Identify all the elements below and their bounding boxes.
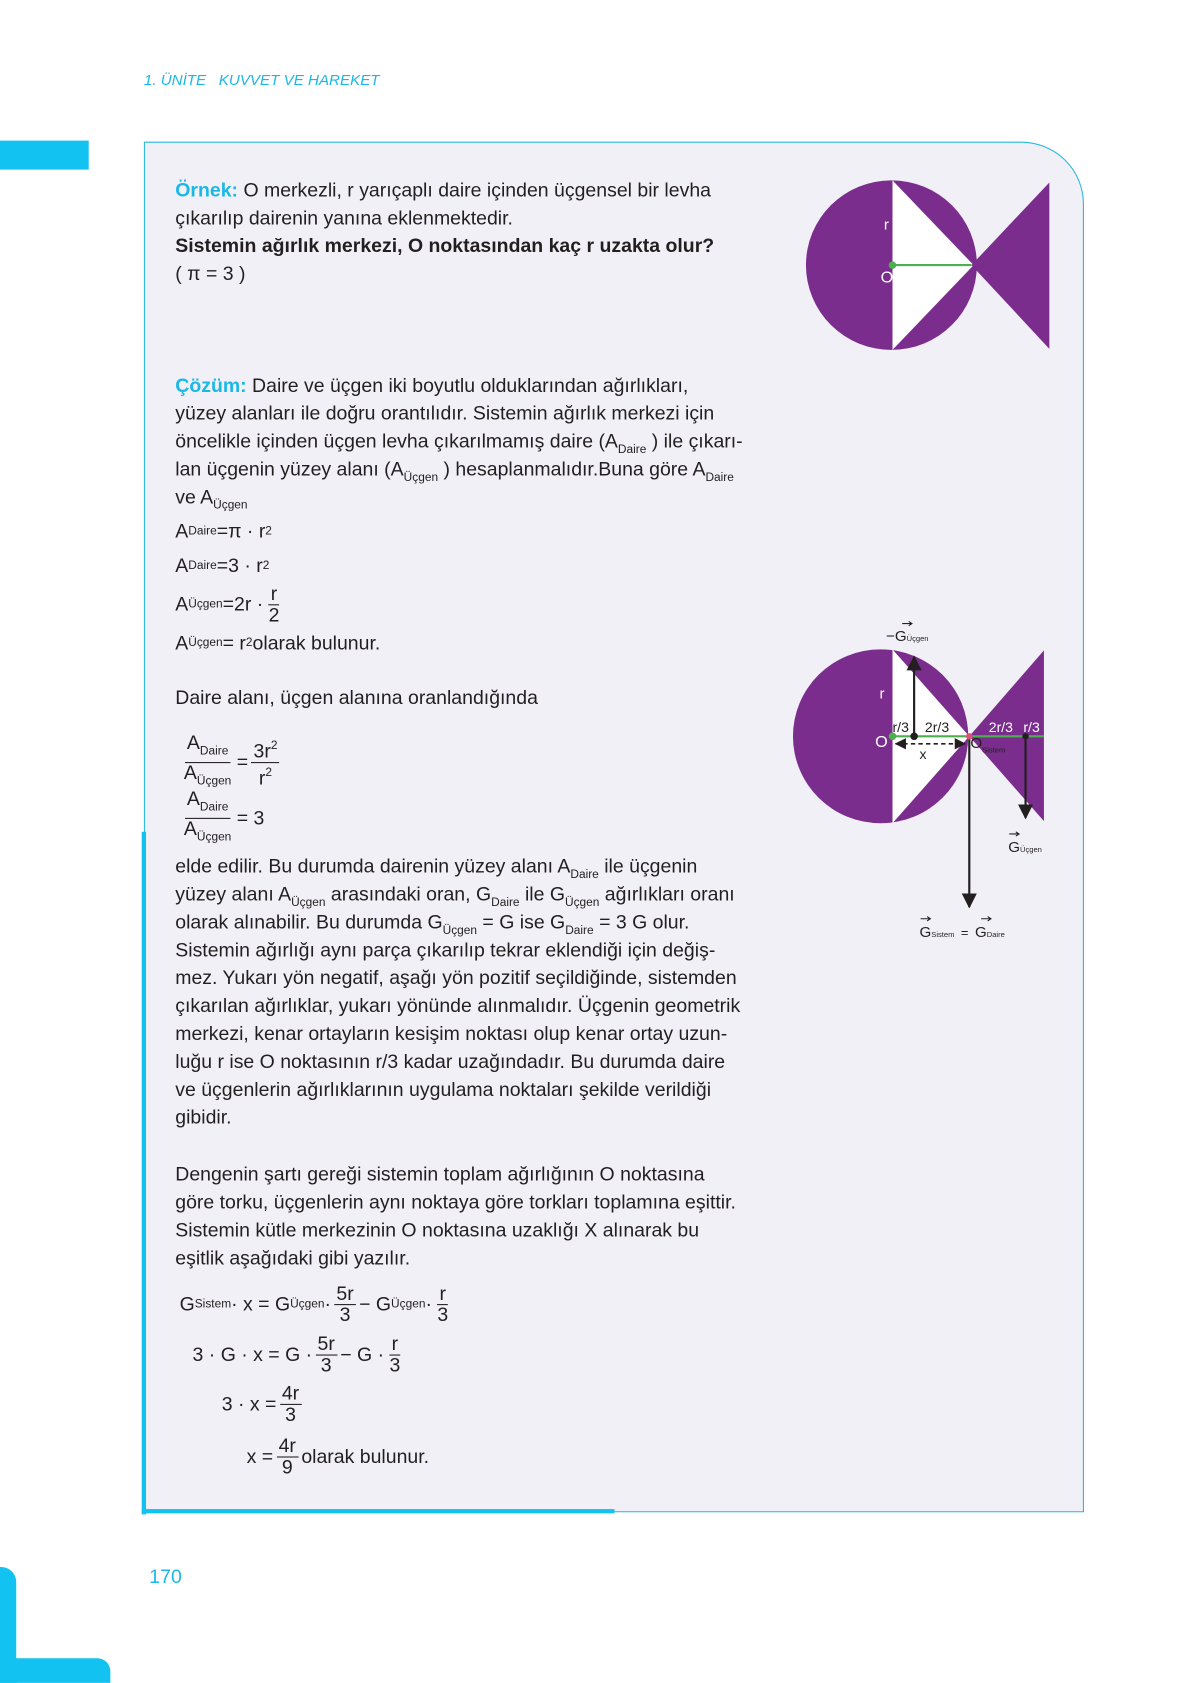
attached-triangle (971, 182, 1049, 348)
text-run: 3 (339, 1303, 351, 1325)
paragraph-line (175, 1160, 704, 1188)
text-run: Dengenin şartı gereği sistemin toplam ağırlığının O noktasına (175, 1163, 705, 1185)
segment-label: 2r/3 (924, 719, 950, 735)
text-run: ( π = 3 ) (175, 262, 246, 285)
subscript: Üçgen (565, 896, 600, 910)
fraction (387, 1334, 402, 1376)
text-run: yüzey alanları ile doğru orantılıdır. Sistemin ağırlık merkezi için (175, 402, 715, 424)
neg-triangle-weight-label: −GÜçgen (885, 627, 929, 645)
text-run: ağırlıkları oranı (599, 883, 735, 905)
denominator (280, 1457, 295, 1477)
text-run: çıkarılıp dairenin yanına eklenmektedir. (175, 207, 513, 229)
subscript: Üçgen (188, 636, 223, 650)
superscript: 2 (270, 738, 278, 752)
text-run: Sistemin kütle merkezinin O noktasına uzaklığı X alınarak bu (175, 1219, 700, 1241)
radius-label: r (879, 685, 885, 703)
subscript: Sistem (194, 1297, 232, 1311)
text-run: ) hesaplanmalıdır.Buna göre A (438, 458, 706, 480)
subscript: Daire (491, 896, 520, 910)
subscript: Daire (705, 471, 734, 485)
box-accent-left (142, 832, 146, 1515)
numerator (437, 1283, 448, 1304)
paragraph-line (175, 1188, 736, 1216)
fraction (315, 1334, 337, 1376)
fraction (334, 1283, 356, 1325)
subscript: Daire (570, 868, 599, 882)
page-number: 170 (149, 1565, 182, 1588)
paragraph-line (175, 936, 715, 964)
solution-line (175, 371, 688, 399)
example-pi (175, 260, 245, 288)
text-run: gibidir. (175, 1106, 232, 1129)
fraction (276, 1436, 298, 1478)
text-run: = 3 G olur. (593, 911, 690, 933)
text-run: = 3 (236, 806, 265, 829)
paragraph-line (175, 1244, 410, 1272)
text-run: ) ile çıkarı- (646, 430, 743, 452)
triangle-weight-label: GÜçgen (1008, 839, 1042, 857)
system-weight-label: GSistem = GDaire (919, 924, 1005, 941)
subscript: Üçgen (290, 1297, 325, 1311)
text-run: ve A (175, 486, 214, 508)
example-question (175, 232, 714, 260)
ratio-formula (178, 731, 282, 789)
subscript: Daire (199, 744, 229, 758)
paragraph-line (175, 964, 736, 992)
superscript: 2 (265, 765, 273, 779)
center-label: O (875, 733, 888, 752)
subscript: Üçgen (196, 774, 232, 788)
text-run: 3 (389, 1353, 401, 1376)
text-run: r (258, 766, 266, 789)
subscript: Üçgen (291, 896, 326, 910)
text-run: A (175, 592, 189, 615)
text-run: − G (359, 1292, 392, 1315)
text-run: luğu r ise O noktasının r/3 kadar uzağındadır. Bu durumda daire (175, 1050, 726, 1073)
denominator (257, 763, 274, 789)
text-run: A (183, 817, 197, 839)
superscript: 2 (245, 636, 253, 650)
text-run: göre torku, üçgenlerin aynı noktaya göre torkları toplamına eşittir. (175, 1191, 736, 1213)
system-center-label: $O_{Sistem}$ (970, 735, 1006, 755)
text-run: 2 (268, 603, 280, 626)
subscript: Daire (617, 443, 647, 457)
text-run: A (175, 520, 189, 542)
text-run: 3 · G · x = G · (192, 1343, 313, 1365)
distance-x-label: x (919, 745, 927, 762)
text-run: Sistemin ağırlığı aynı parça çıkarılıp tekrar eklendiği için değiş- (175, 939, 716, 961)
subscript: Üçgen (213, 499, 248, 512)
text-run: çıkarılan ağırlıklar, yukarı yönünde alınmalıdır. Üçgenin geometrik (175, 994, 741, 1017)
segment-label: r/3 (892, 719, 909, 735)
center-label: O (880, 268, 894, 287)
text-run: 3r (253, 740, 271, 762)
numerator (280, 1383, 302, 1404)
solution-line (175, 455, 734, 491)
solution-line (175, 684, 538, 712)
segment-label: r/3 (1023, 719, 1040, 735)
text-run: ile üçgenin (598, 855, 698, 877)
superscript: 2 (262, 559, 270, 573)
text-run: 3 (320, 1353, 332, 1376)
text-run: ile G (519, 883, 566, 905)
text-run: · (324, 1292, 331, 1315)
paragraph-line (175, 1216, 699, 1244)
figure-disc-triangle (790, 172, 1071, 365)
subscript: Daire (565, 924, 594, 937)
text-run: 4r (278, 1434, 296, 1456)
fraction (182, 733, 234, 792)
text-run: 3 · r (228, 554, 263, 576)
numerator (251, 736, 279, 763)
text-run: 5r (317, 1332, 335, 1354)
denominator (435, 1305, 450, 1325)
subscript: Daire (188, 559, 217, 573)
text-run: r (391, 1332, 399, 1354)
paragraph-line (175, 1103, 231, 1131)
example-line (175, 204, 513, 232)
triangle-centroid-point (910, 733, 918, 741)
text-run: 3 (285, 1403, 296, 1425)
numerator (185, 788, 231, 818)
text-run: 2r · (234, 592, 264, 615)
section-label: Örnek: (175, 179, 239, 201)
formula (175, 619, 380, 666)
running-header (144, 71, 380, 88)
text-run: A (186, 787, 200, 809)
numerator (269, 583, 280, 604)
text-run: 9 (281, 1455, 293, 1478)
subscript: Üçgen (391, 1297, 426, 1311)
denominator (182, 818, 234, 847)
text-run: r (270, 582, 278, 604)
text-run: yüzey alanı A (175, 883, 292, 905)
paragraph-line (175, 1020, 727, 1048)
equation (222, 1380, 305, 1427)
text-run: · x = G (231, 1292, 291, 1315)
solution-line (175, 399, 714, 427)
text-run: G (179, 1292, 195, 1315)
figure-force-diagram (779, 612, 1060, 945)
numerator (315, 1334, 337, 1355)
text-run: = (216, 554, 229, 576)
text-run: = r (222, 631, 246, 654)
text-run: lan üçgenin yüzey alanı (A (175, 458, 404, 480)
text-run: 3 (437, 1303, 449, 1325)
vector-arrow-icon (921, 917, 931, 921)
subscript: Üçgen (188, 597, 223, 611)
fraction (182, 788, 234, 847)
bold-text: Sistemin ağırlık merkezi, O noktasından kaç r uzakta olur? (175, 235, 715, 257)
text-run: arasındaki oran, G (325, 883, 492, 905)
text-run: mez. Yukarı yön negatif, aşağı yön pozitif seçildiğinde, sistemden (175, 967, 737, 989)
text-run: A (175, 554, 189, 576)
text-run: elde edilir. Bu durumda dairenin yüzey alanı A (175, 855, 571, 877)
text-run: merkezi, kenar ortayların kesişim noktası olup kenar ortay uzun- (175, 1022, 728, 1045)
radius-label: r (883, 216, 889, 234)
vector-arrow-icon (902, 621, 912, 625)
text-run: olarak alınabilir. Bu durumda G (175, 911, 443, 933)
text-run: Daire alanı, üçgen alanına oranlandığında (175, 686, 538, 709)
text-run: 5r (336, 1282, 354, 1304)
text-run: A (186, 731, 200, 753)
fraction (251, 736, 279, 789)
corner-accent (0, 1658, 110, 1683)
denominator (319, 1355, 334, 1375)
superscript: 2 (265, 524, 272, 538)
paragraph-line (175, 992, 740, 1020)
example-line (175, 176, 711, 204)
side-tab (0, 141, 89, 170)
text-run: öncelikle içinden üçgen levha çıkarılmamış daire (A (175, 430, 618, 452)
text-run: olarak bulunur. (301, 1445, 430, 1467)
numerator (334, 1283, 356, 1304)
denominator (387, 1355, 402, 1375)
section-label: Çözüm: (175, 374, 247, 397)
subscript: Üçgen (196, 830, 232, 844)
text-run: 4r (281, 1381, 300, 1404)
text-run: = (236, 750, 249, 773)
subscript: Daire (199, 800, 229, 814)
fraction (435, 1283, 450, 1325)
text-run: Daire ve üçgen iki boyutlu olduklarından ağırlıkları, (246, 374, 689, 397)
numerator (389, 1334, 400, 1355)
text-run: · (425, 1292, 432, 1315)
segment-label: 2r/3 (988, 719, 1013, 735)
fraction (280, 1383, 302, 1425)
subscript: Üçgen (442, 924, 478, 937)
paragraph-line (175, 1075, 711, 1103)
subscript: Üçgen (403, 471, 439, 485)
text-run: A (183, 761, 197, 783)
denominator (337, 1305, 352, 1325)
text-run: A (175, 631, 189, 654)
text-run: = (216, 520, 229, 542)
subscript: Daire (188, 524, 217, 538)
text-run: ve üçgenlerin ağırlıklarının uygulama noktaları şekilde verildiği (175, 1078, 712, 1101)
equation (247, 1433, 429, 1480)
equation (180, 1280, 454, 1327)
text-run: π · r (228, 520, 266, 542)
text-run: x = (246, 1445, 274, 1467)
vector-arrow-icon (981, 917, 991, 921)
numerator (276, 1436, 298, 1457)
numerator (185, 733, 231, 763)
text-run: olarak bulunur. (252, 631, 381, 654)
box-accent-bottom (142, 1509, 615, 1513)
text-run: − G · (340, 1343, 385, 1365)
ratio-formula (178, 787, 265, 844)
paragraph-line (175, 1048, 725, 1076)
vector-arrow-icon (1009, 832, 1019, 836)
unit-title: KUVVET VE HAREKET (218, 70, 380, 89)
text-run: = G ise G (477, 911, 566, 933)
text-run: = (222, 592, 235, 615)
text-run: 3 · x = (221, 1392, 277, 1415)
text-run: O merkezli, r yarıçaplı daire içinden üçgensel bir levha (238, 179, 711, 201)
text-run: r (439, 1282, 447, 1304)
denominator (283, 1404, 298, 1424)
equation (193, 1331, 406, 1378)
unit-label: 1. ÜNİTE (143, 70, 207, 89)
text-run: eşitlik aşağıdaki gibi yazılır. (175, 1247, 411, 1269)
